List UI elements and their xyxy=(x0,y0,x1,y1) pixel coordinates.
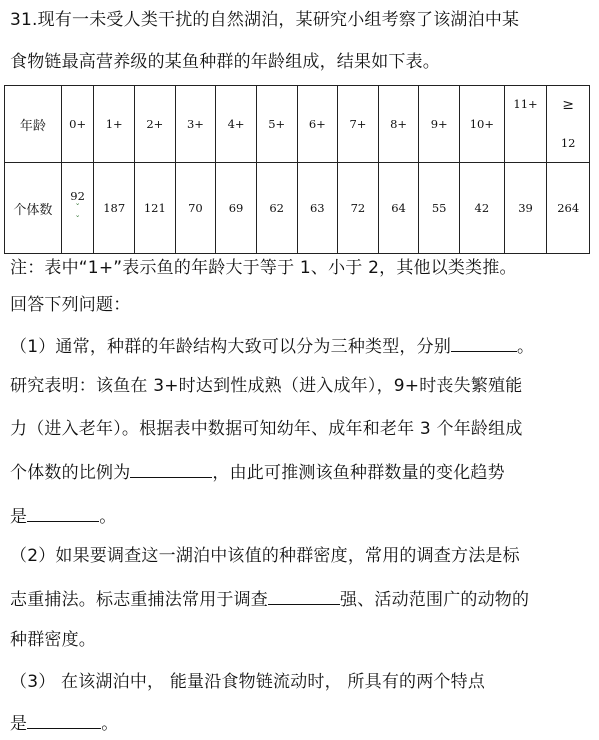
answer-blank-ratio[interactable] xyxy=(130,459,212,478)
age-cell: 9+ xyxy=(419,86,460,163)
age-cell: 2+ xyxy=(135,86,176,163)
count-cell: 55 xyxy=(419,163,460,254)
part1-line-2: 研究表明：该鱼在 3+时达到性成熟（进入成年），9+时丧失繁殖能 xyxy=(10,376,523,396)
age-cell: 3+ xyxy=(175,86,216,163)
table-note: 注：表中“1+”表示鱼的年龄大于等于 1、小于 2，其他以类类推。 xyxy=(10,258,517,278)
age-structure-table xyxy=(4,85,590,254)
age-cell: 0+ xyxy=(61,86,94,163)
part3-line-2 xyxy=(10,710,591,736)
age-cell: 5+ xyxy=(256,86,297,163)
age-cell: 1+ xyxy=(94,86,135,163)
part1-line-1 xyxy=(10,333,591,359)
age-11-label: 11+ xyxy=(513,97,538,111)
count-cell: 42 xyxy=(460,163,505,254)
age-cell: 6+ xyxy=(297,86,338,163)
count-cell: 39 xyxy=(504,163,547,254)
part1-period: 。 xyxy=(99,507,117,527)
part1-ratio-text: 个体数的比例为 xyxy=(10,463,131,483)
count-cell: 69 xyxy=(216,163,257,254)
count-cell xyxy=(61,163,94,254)
table-row-count xyxy=(5,163,590,254)
age-cell-last xyxy=(547,86,590,163)
part1-text: （1）通常，种群的年龄结构大致可以分为三种类型，分别 xyxy=(10,337,452,357)
count-cell: 70 xyxy=(175,163,216,254)
answer-blank-ability[interactable] xyxy=(268,586,340,605)
part3-line-1: （3） 在该湖泊中， 能量沿食物链流动时， 所具有的两个特点 xyxy=(10,672,486,692)
count-cell: 72 xyxy=(338,163,379,254)
part2-text-b: 强、活动范围广的动物的 xyxy=(340,590,530,610)
answer-prompt: 回答下列问题： xyxy=(10,295,131,315)
part1-end: 。 xyxy=(517,337,535,357)
question-line-2: 食物链最高营养级的某鱼种群的年龄组成，结果如下表。 xyxy=(10,52,440,72)
answer-blank-trend[interactable] xyxy=(27,503,99,522)
part2-line-1: （2）如果要调查这一湖泊中该值的种群密度，常用的调查方法是标 xyxy=(10,546,520,566)
age-cell: 8+ xyxy=(378,86,419,163)
age-cell: 7+ xyxy=(338,86,379,163)
part1-is: 是 xyxy=(10,507,28,527)
row-header-count: 个体数 xyxy=(5,163,62,254)
part1-line-4 xyxy=(10,459,591,485)
row-header-age: 年龄 xyxy=(5,86,62,163)
count-cell: 64 xyxy=(378,163,419,254)
question-line-1: 31.现有一未受人类干扰的自然湖泊，某研究小组考察了该湖泊中某 xyxy=(10,10,520,30)
part3-period: 。 xyxy=(101,714,119,734)
part1-line-5 xyxy=(10,503,591,529)
part2-text-a: 志重捕法。标志重捕法常用于调查 xyxy=(10,590,268,610)
age-last-top: ≥ xyxy=(562,97,575,113)
answer-blank-types[interactable] xyxy=(451,333,517,352)
count-0-value: 92 xyxy=(70,189,85,203)
age-cell xyxy=(504,86,547,163)
count-0-mark: ˇ xyxy=(75,216,80,226)
part1-trend-text: ，由此可推测该鱼种群数量的变化趋势 xyxy=(212,463,505,483)
part1-line-3: 力（进入老年）。根据表中数据可知幼年、成年和老年 3 个年龄组成 xyxy=(10,419,523,439)
part3-is: 是 xyxy=(10,714,28,734)
answer-blank-energy[interactable] xyxy=(27,710,101,729)
count-cell: 121 xyxy=(135,163,176,254)
count-cell: 187 xyxy=(94,163,135,254)
count-cell: 63 xyxy=(297,163,338,254)
age-last-bottom: 12 xyxy=(560,136,576,150)
table-row-age xyxy=(5,86,590,163)
count-cell: 264 xyxy=(547,163,590,254)
age-cell: 4+ xyxy=(216,86,257,163)
count-cell: 62 xyxy=(256,163,297,254)
part2-line-3: 种群密度。 xyxy=(10,630,96,650)
part2-line-2 xyxy=(10,586,591,612)
age-cell: 10+ xyxy=(460,86,505,163)
count-0-mark: ˇ xyxy=(75,204,80,214)
